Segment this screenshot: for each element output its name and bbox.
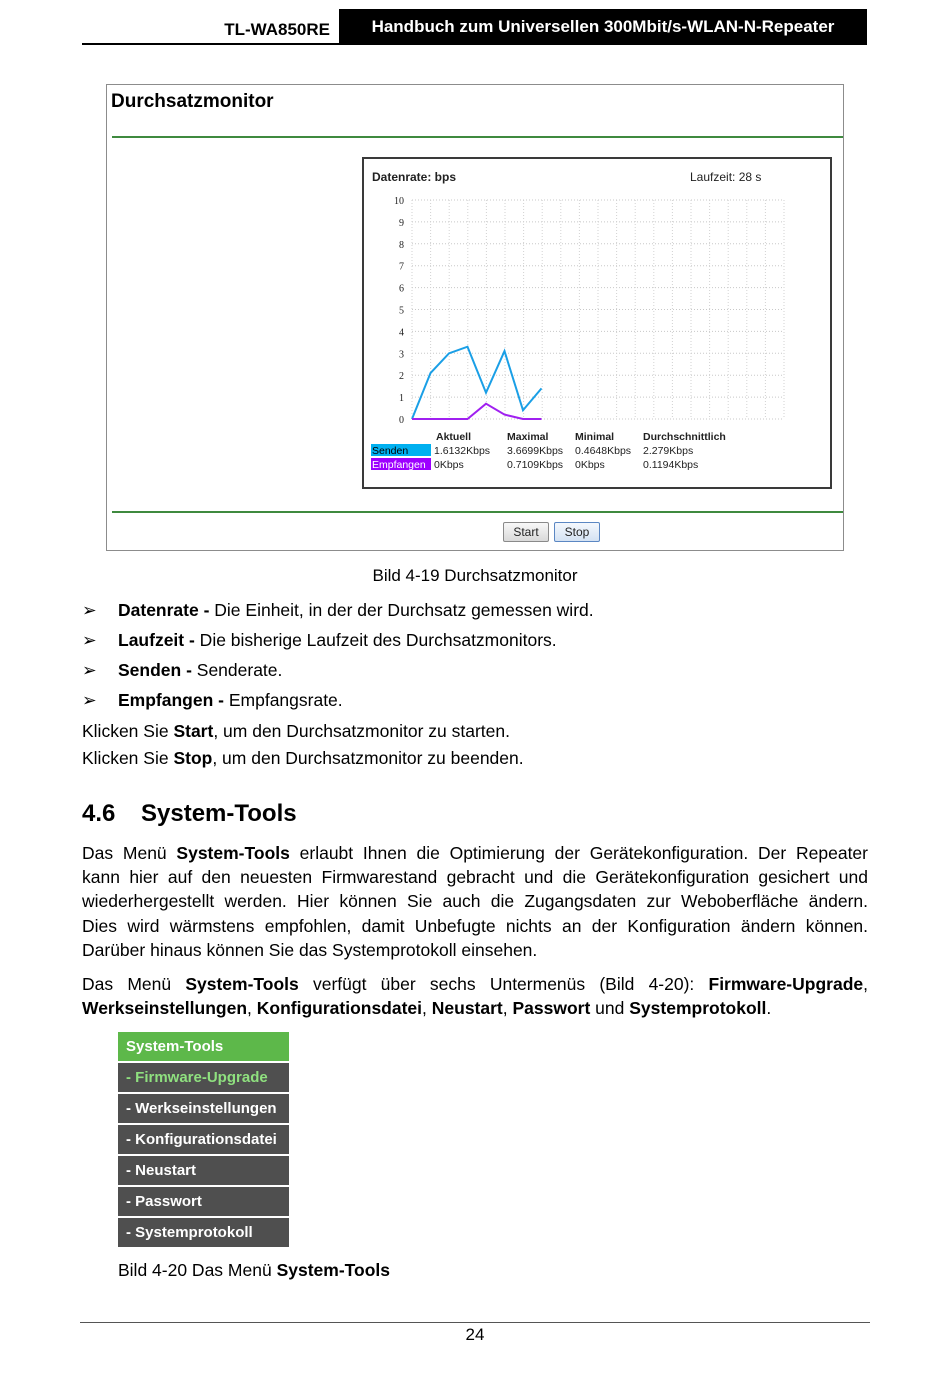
throughput-monitor-figure bbox=[106, 84, 844, 551]
menu-item-werkseinstellungen[interactable]: - Werkseinstellungen bbox=[118, 1094, 289, 1123]
y-tick-label: 5 bbox=[399, 305, 404, 317]
text-run: erlaubt Ihnen die Optimierung der Gerätekonfiguration. Der Repeater bbox=[289, 843, 868, 863]
stats-senden-avg: 2.279Kbps bbox=[643, 445, 694, 457]
bullet-arrow-icon: ➢ bbox=[82, 660, 97, 680]
header-rule bbox=[82, 43, 867, 45]
text-run: Das Menü bbox=[82, 974, 186, 994]
y-tick-label: 1 bbox=[399, 393, 404, 405]
series-line-senden bbox=[412, 347, 542, 419]
paragraph-line: kann hier auf den neuesten Firmwarestand gebracht und die Gerätekonfiguration gesichert und bbox=[82, 867, 868, 888]
paragraph-line bbox=[82, 972, 868, 996]
instruction-text: Klicken Sie bbox=[82, 721, 174, 741]
instruction-text: , um den Durchsatzmonitor zu starten. bbox=[213, 721, 510, 741]
panel-divider-top bbox=[112, 136, 843, 138]
section-title: System-Tools bbox=[141, 800, 297, 827]
instruction-bold: Stop bbox=[173, 748, 213, 768]
instruction-start bbox=[82, 721, 510, 742]
throughput-chart bbox=[364, 159, 830, 487]
stats-empfangen-avg: 0.1194Kbps bbox=[643, 459, 699, 471]
stats-col-maximal: Maximal bbox=[507, 431, 549, 443]
stats-col-avg: Durchschnittlich bbox=[643, 431, 726, 443]
y-tick-label: 8 bbox=[399, 239, 404, 251]
paragraph-line: Dies wird wärmstens empfohlen, damit Unbefugte nichts an der Konfiguration ändern können. bbox=[82, 915, 868, 936]
panel-divider-bottom bbox=[112, 511, 843, 513]
text-run: , bbox=[422, 998, 432, 1019]
paragraph-intro bbox=[82, 841, 868, 962]
bullet-arrow-icon: ➢ bbox=[82, 630, 97, 650]
text-run-bold: Neustart bbox=[431, 998, 503, 1019]
header-title bbox=[339, 9, 867, 45]
stats-col-aktuell: Aktuell bbox=[436, 431, 472, 443]
stats-senden-label: Senden bbox=[372, 445, 409, 457]
throughput-chart-box bbox=[362, 157, 832, 489]
chart-header-right: Laufzeit: 28 s bbox=[690, 170, 762, 184]
panel-title: Durchsatzmonitor bbox=[111, 91, 274, 112]
stats-empfangen-maximal: 0.7109Kbps bbox=[507, 459, 564, 471]
paragraph-submenus bbox=[82, 972, 868, 1020]
text-run: Das Menü bbox=[82, 843, 177, 863]
text-run-bold: Werkseinstellungen bbox=[82, 998, 248, 1019]
chart-series bbox=[412, 347, 542, 419]
y-tick-label: 4 bbox=[399, 327, 404, 339]
text-run: , bbox=[502, 998, 513, 1019]
y-tick-label: 0 bbox=[399, 415, 404, 426]
stats-col-minimal: Minimal bbox=[575, 431, 615, 443]
stats-senden-minimal: 0.4648Kbps bbox=[575, 445, 632, 457]
instruction-text: , um den Durchsatzmonitor zu beenden. bbox=[212, 748, 524, 768]
bullet-text: Die bisherige Laufzeit des Durchsatzmonitors. bbox=[194, 630, 557, 650]
y-tick-label: 2 bbox=[399, 371, 404, 383]
text-run-bold: Firmware-Upgrade bbox=[708, 974, 864, 994]
y-tick-label: 9 bbox=[399, 217, 404, 229]
caption-bold: System-Tools bbox=[276, 1260, 391, 1280]
bullet-arrow-icon: ➢ bbox=[82, 690, 97, 710]
section-number: 4.6 bbox=[82, 800, 116, 827]
menu-item-firmware-upgrade[interactable]: - Firmware-Upgrade bbox=[118, 1063, 289, 1092]
paragraph-line bbox=[82, 841, 868, 865]
page-number: 24 bbox=[465, 1325, 485, 1344]
figure1-caption: Bild 4-19 Durchsatzmonitor bbox=[372, 566, 578, 585]
instruction-stop bbox=[82, 748, 524, 769]
instruction-text: Klicken Sie bbox=[82, 748, 174, 768]
bullet-text: Senderate. bbox=[191, 660, 283, 680]
text-run: , bbox=[247, 998, 257, 1019]
section-heading bbox=[82, 800, 297, 828]
chart-header-left: Datenrate: bps bbox=[372, 170, 457, 184]
paragraph-line: Darüber hinaus können Sie das Systemprotokoll einsehen. bbox=[82, 939, 538, 960]
menu-item-passwort[interactable]: - Passwort bbox=[118, 1187, 289, 1216]
stats-senden-maximal: 3.6699Kbps bbox=[507, 445, 564, 457]
y-tick-label: 10 bbox=[394, 196, 404, 207]
header-model: TL-WA850RE bbox=[224, 20, 330, 39]
bullet-term: Senden - bbox=[118, 660, 192, 680]
figure2-caption bbox=[118, 1260, 390, 1281]
y-tick-label: 6 bbox=[399, 283, 404, 295]
menu-item-systemprotokoll[interactable]: - Systemprotokoll bbox=[118, 1218, 289, 1247]
paragraph-line: wiederhergestellt werden. Hier können Sie auch die Zugangsdaten zur Weboberfläche ändern. bbox=[82, 891, 868, 912]
text-run: . bbox=[766, 998, 772, 1019]
text-run: und bbox=[590, 998, 630, 1019]
text-run-bold: Konfigurationsdatei bbox=[256, 998, 423, 1019]
y-tick-label: 3 bbox=[399, 349, 404, 361]
caption-text: Bild 4-20 Das Menü bbox=[118, 1260, 277, 1280]
text-run-bold: System-Tools bbox=[185, 974, 299, 994]
text-run-bold: Passwort bbox=[512, 998, 591, 1019]
bullet-term: Empfangen - bbox=[118, 690, 224, 710]
stats-empfangen-label: Empfangen bbox=[372, 459, 426, 471]
menu-head-system-tools[interactable]: System-Tools bbox=[118, 1032, 289, 1061]
bullet-term: Laufzeit - bbox=[118, 630, 195, 650]
bullet-text: Die Einheit, in der der Durchsatz gemessen wird. bbox=[209, 600, 594, 620]
stats-empfangen-aktuell: 0Kbps bbox=[434, 459, 464, 471]
text-run-bold: System-Tools bbox=[176, 843, 290, 863]
bullet-term: Datenrate - bbox=[118, 600, 210, 620]
chart-grid bbox=[412, 200, 784, 419]
menu-item-konfigurationsdatei[interactable]: - Konfigurationsdatei bbox=[118, 1125, 289, 1154]
text-run: , bbox=[863, 974, 868, 994]
paragraph-line bbox=[82, 996, 868, 1020]
text-run: verfügt über sechs Untermenüs (Bild 4-20): bbox=[298, 974, 709, 994]
instruction-bold: Start bbox=[173, 721, 214, 741]
header-title-text: Handbuch zum Universellen 300Mbit/s-WLAN-N-Repeater bbox=[371, 17, 835, 36]
system-tools-menu bbox=[118, 1032, 289, 1249]
menu-item-neustart[interactable]: - Neustart bbox=[118, 1156, 289, 1185]
y-tick-label: 7 bbox=[399, 261, 404, 273]
stats-empfangen-minimal: 0Kbps bbox=[575, 459, 605, 471]
bullet-text: Empfangsrate. bbox=[223, 690, 343, 710]
text-run-bold: Systemprotokoll bbox=[629, 998, 767, 1019]
stop-button[interactable]: Stop bbox=[554, 522, 600, 542]
chart-y-ticks bbox=[394, 196, 404, 426]
bullet-arrow-icon: ➢ bbox=[82, 600, 97, 620]
start-button[interactable]: Start bbox=[503, 522, 549, 542]
footer-rule bbox=[80, 1322, 870, 1323]
stats-senden-aktuell: 1.6132Kbps bbox=[434, 445, 491, 457]
